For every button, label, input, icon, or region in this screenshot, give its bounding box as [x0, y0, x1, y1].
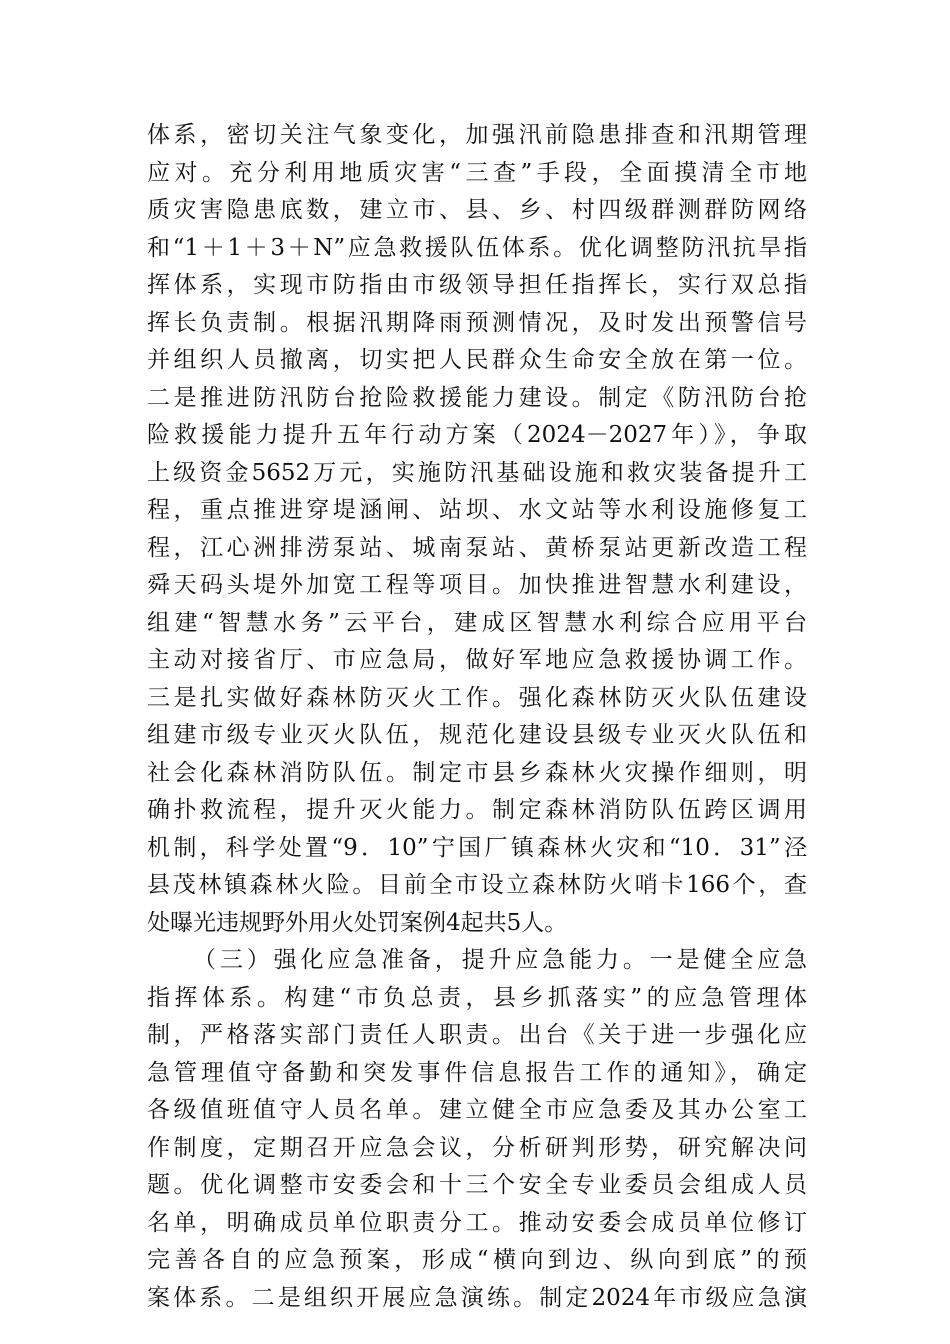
text-line: 和“1＋1＋3＋N”应急救援队伍体系。优化调整防汛抗旱指: [147, 234, 807, 261]
text-line: 名单，明确成员单位职责分工。推动安委会成员单位修订: [147, 1209, 807, 1236]
text-line: 社会化森林消防队伍。制定市县乡森林火灾操作细则，明: [147, 759, 807, 786]
text-line: 应对。充分利用地质灾害“三查”手段，全面摸清全市地: [147, 159, 807, 186]
text-line: 程，重点推进穿堤涵闸、站坝、水文站等水利设施修复工: [147, 497, 807, 523]
text-line: 组建“智慧水务”云平台，建成区智慧水利综合应用平台: [147, 609, 807, 636]
text-line: 机制，科学处置“9．10”宁国厂镇森林火灾和“10．31”泾: [147, 834, 807, 861]
text-line: 组建市级专业灭火队伍，规范化建设县级专业灭火队伍和: [147, 722, 807, 748]
text-line: 质灾害隐患底数，建立市、县、乡、村四级群测群防网络: [147, 197, 807, 223]
text-line: 题。优化调整市安委会和十三个安全专业委员会组成人员: [147, 1172, 807, 1198]
text-line: 舜天码头堤外加宽工程等项目。加快推进智慧水利建设，: [147, 572, 807, 598]
text-line: 案体系。二是组织开展应急演练。制定2024年市级应急演: [147, 1284, 807, 1311]
text-line: 程，江心洲排涝泵站、城南泵站、黄桥泵站更新改造工程: [147, 534, 807, 561]
text-line: 急管理值守备勤和突发事件信息报告工作的通知》，确定: [147, 1059, 807, 1086]
text-line: 处曝光违规野外用火处罚案例4起共5人。: [147, 909, 568, 936]
text-line: 三是扎实做好森林防灭火工作。强化森林防灭火队伍建设: [147, 684, 807, 711]
text-line: 上级资金5652万元，实施防汛基础设施和救灾装备提升工: [147, 459, 807, 486]
text-line: 作制度，定期召开应急会议，分析研判形势，研究解决问: [147, 1134, 807, 1161]
body-text: [147, 117, 807, 1317]
text-line: 险救援能力提升五年行动方案（2024－2027年）》，争取: [147, 422, 807, 448]
text-line: 指挥体系。构建“市负总责，县乡抓落实”的应急管理体: [147, 984, 807, 1011]
text-line: 体系，密切关注气象变化，加强汛前隐患排查和汛期管理: [147, 122, 807, 148]
text-line: （三）强化应急准备，提升应急能力。一是健全应急: [193, 947, 807, 973]
text-line: 县茂林镇森林火险。目前全市设立森林防火哨卡166个，查: [147, 872, 807, 898]
text-line: 确扑救流程，提升灭火能力。制定森林消防队伍跨区调用: [147, 797, 807, 823]
text-line: 主动对接省厅、市应急局，做好军地应急救援协调工作。: [147, 647, 807, 673]
text-line: 制，严格落实部门责任人职责。出台《关于进一步强化应: [147, 1022, 807, 1048]
text-line: 挥长负责制。根据汛期降雨预测情况，及时发出预警信号: [147, 309, 807, 336]
text-line: 各级值班值守人员名单。建立健全市应急委及其办公室工: [147, 1097, 807, 1123]
text-line: 并组织人员撤离，切实把人民群众生命安全放在第一位。: [147, 347, 807, 373]
text-line: 二是推进防汛防台抢险救援能力建设。制定《防汛防台抢: [147, 384, 807, 411]
text-line: 完善各自的应急预案，形成“横向到边、纵向到底”的预: [147, 1247, 807, 1273]
text-line: 挥体系，实现市防指由市级领导担任指挥长，实行双总指: [147, 272, 807, 298]
